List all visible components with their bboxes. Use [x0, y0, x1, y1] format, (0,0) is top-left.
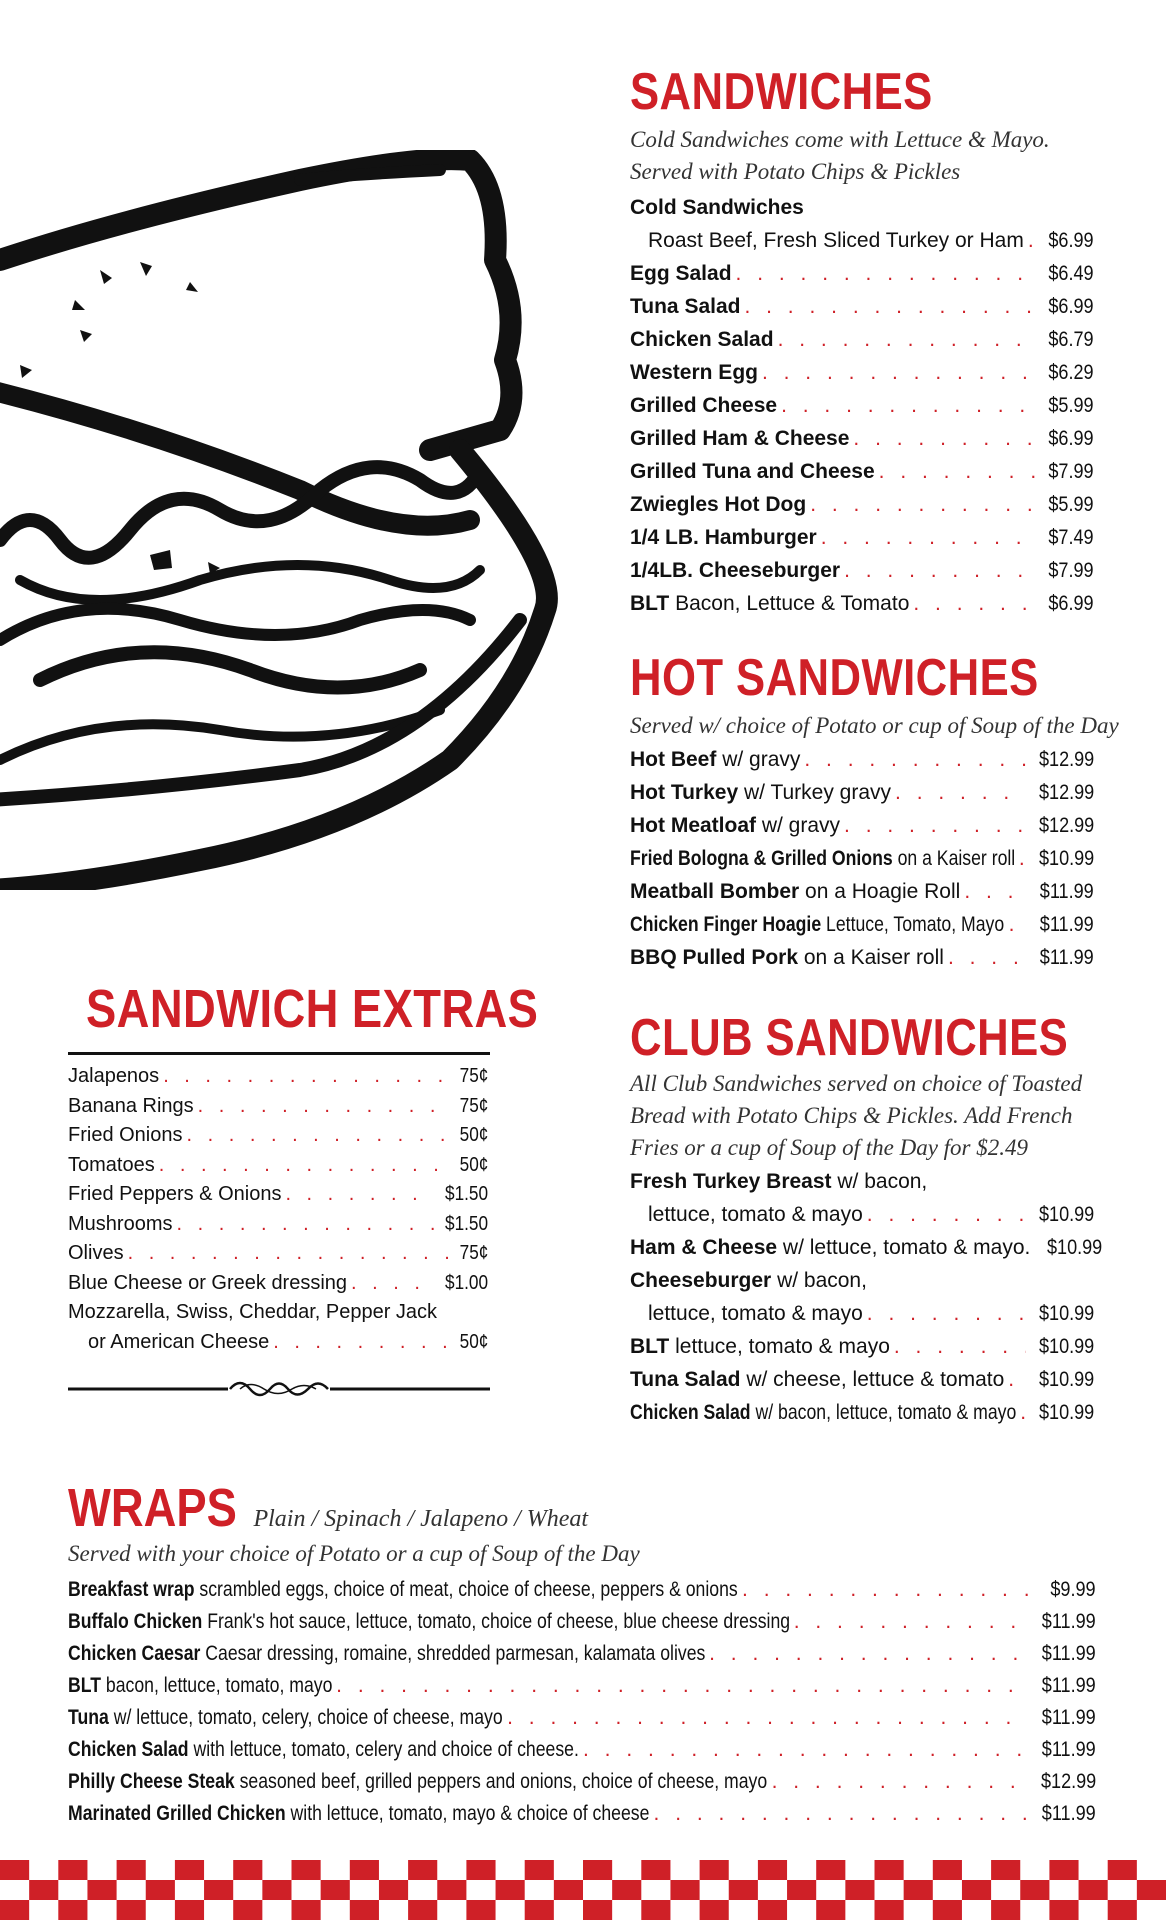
menu-item: [630, 1170, 1094, 1203]
item-desc: Caesar dressing, romaine, shredded parmesan, kalamata olives: [205, 1642, 706, 1665]
hot-sandwiches-list: [630, 748, 1094, 979]
item-price: $7.99: [1048, 559, 1094, 582]
wraps-list: [68, 1578, 1096, 1834]
item-name: 1/4 LB. Hamburger: [630, 526, 817, 549]
item-name: Fried Bologna & Grilled Onions: [630, 847, 893, 870]
item-price: $10.99: [1038, 1335, 1094, 1358]
item-desc: w/ gravy: [722, 748, 801, 771]
menu-item: [630, 847, 1094, 880]
menu-item: [630, 946, 1094, 979]
menu-item: [630, 1401, 1094, 1434]
item-desc: on a Hoagie Roll: [805, 880, 961, 903]
menu-item: [630, 262, 1094, 295]
extra-name: Olives: [68, 1242, 124, 1264]
item-name: Chicken Finger Hoagie: [630, 913, 822, 936]
item-desc: w/ bacon, lettuce, tomato & mayo: [755, 1401, 1017, 1424]
item-price: $12.99: [1038, 748, 1094, 771]
wraps-options: Plain / Spinach / Jalapeno / Wheat: [253, 1506, 589, 1532]
item-price: $6.99: [1048, 229, 1094, 252]
item-desc: lettuce, tomato & mayo: [648, 1302, 863, 1325]
extra-item: [68, 1124, 488, 1154]
item-price: $11.99: [1042, 1706, 1096, 1729]
item-price: $7.99: [1048, 460, 1094, 483]
item-name: BBQ Pulled Pork: [630, 946, 799, 969]
extra-item: [68, 1065, 488, 1095]
menu-item: [630, 913, 1094, 946]
item-price: $5.99: [1048, 394, 1094, 417]
extra-name: Mushrooms: [68, 1212, 173, 1235]
checkerboard-border: [0, 1860, 1166, 1920]
item-name: Marinated Grilled Chicken: [68, 1802, 286, 1825]
item-price: $6.79: [1048, 328, 1094, 351]
menu-item: [630, 394, 1094, 427]
item-price: $6.99: [1048, 592, 1094, 615]
wrap-item: [68, 1770, 1096, 1802]
menu-item: [630, 460, 1094, 493]
item-name: Buffalo Chicken: [68, 1610, 203, 1633]
item-name: Grilled Tuna and Cheese: [630, 460, 875, 483]
item-desc: lettuce, tomato & mayo: [675, 1335, 890, 1358]
item-price: $12.99: [1038, 814, 1094, 837]
hot-sandwiches-title: HOT SANDWICHES: [630, 649, 1039, 707]
menu-item: [630, 361, 1094, 394]
item-name: Fresh Turkey Breast: [630, 1170, 832, 1193]
item-price: $11.99: [1040, 913, 1094, 936]
item-name: Hot Turkey: [630, 781, 739, 804]
item-price: $12.99: [1038, 781, 1094, 804]
item-name: Chicken Salad: [68, 1738, 189, 1761]
item-name: Hot Beef: [630, 748, 717, 771]
wrap-item: [68, 1642, 1096, 1674]
item-name: BLT: [630, 592, 670, 615]
item-desc: w/ bacon,: [777, 1269, 867, 1292]
item-name: Cheeseburger: [630, 1269, 772, 1292]
extra-name: Blue Cheese or Greek dressing: [68, 1271, 348, 1294]
item-desc: with lettuce, tomato, mayo & choice of cheese: [290, 1802, 650, 1825]
wrap-item: [68, 1674, 1096, 1706]
wrap-item: [68, 1738, 1096, 1770]
menu-item: [630, 427, 1094, 460]
item-name: Egg Salad: [630, 262, 732, 285]
item-price: $12.99: [1040, 1770, 1096, 1793]
club-subtitle-line-2: Bread with Potato Chips & Pickles. Add French: [630, 1103, 1073, 1128]
menu-item: [630, 592, 1094, 625]
extra-name: or American Cheese: [88, 1330, 270, 1353]
sandwich-illustration: [0, 150, 580, 890]
wraps-header: [68, 1478, 588, 1538]
club-sandwiches-list: [630, 1170, 1103, 1434]
item-price: $11.99: [1040, 880, 1094, 903]
item-desc: scrambled eggs, choice of meat, choice of cheese, peppers & onions: [199, 1578, 738, 1601]
item-price: $10.99: [1038, 1203, 1094, 1226]
extra-price: $1.00: [444, 1271, 488, 1294]
item-desc: on a Kaiser roll: [897, 847, 1016, 870]
item-name: Chicken Caesar: [68, 1642, 201, 1665]
item-name: Breakfast wrap: [68, 1578, 195, 1601]
menu-item: [630, 559, 1094, 592]
extra-item-continued: [68, 1331, 488, 1361]
ornament-divider: [68, 1374, 490, 1404]
item-desc: w/ Turkey gravy: [743, 781, 892, 804]
item-price: $6.29: [1048, 361, 1094, 384]
club-sandwiches-subtitle: [630, 1068, 1082, 1164]
item-name: Tuna Salad: [630, 295, 741, 318]
extras-top-rule: [68, 1052, 490, 1055]
item-desc: on a Kaiser roll: [803, 946, 944, 969]
item-desc: w/ bacon,: [837, 1170, 928, 1193]
menu-item: [630, 526, 1094, 559]
extra-price: 75¢: [459, 1065, 488, 1087]
wraps-title: WRAPS: [68, 1478, 237, 1538]
menu-item: [630, 229, 1094, 262]
item-desc: Frank's hot sauce, lettuce, tomato, choice of cheese, blue cheese dressing: [207, 1610, 791, 1633]
item-name: Grilled Ham & Cheese: [630, 427, 850, 450]
menu-item: [630, 748, 1094, 781]
item-desc: Bacon, Lettuce & Tomato: [675, 592, 910, 615]
menu-item: [630, 1368, 1094, 1401]
item-name: BLT: [630, 1335, 670, 1358]
wrap-item: [68, 1610, 1096, 1642]
extras-title: SANDWICH EXTRAS: [86, 979, 539, 1039]
wrap-item: [68, 1578, 1096, 1610]
item-desc: bacon, lettuce, tomato, mayo: [105, 1674, 333, 1697]
item-name: Meatball Bomber: [630, 880, 800, 903]
sandwiches-title: SANDWICHES: [630, 63, 933, 121]
item-desc: Roast Beef, Fresh Sliced Turkey or Ham: [648, 229, 1024, 252]
extra-price: $1.50: [444, 1183, 488, 1205]
sandwiches-list: [630, 196, 1094, 625]
sandwiches-subtitle-line-1: Cold Sandwiches come with Lettuce & Mayo.: [630, 127, 1050, 152]
item-price: $10.99: [1047, 1236, 1103, 1259]
sandwiches-subtitle-line-2: Served with Potato Chips & Pickles: [630, 159, 961, 184]
menu-item: [630, 1269, 1094, 1302]
item-price: $10.99: [1038, 1368, 1094, 1391]
menu-item: [630, 781, 1094, 814]
hot-sandwiches-subtitle: Served w/ choice of Potato or cup of Soup of the Day: [630, 713, 1119, 738]
item-desc: w/ cheese, lettuce & tomato: [746, 1368, 1005, 1391]
item-name: Philly Cheese Steak: [68, 1770, 235, 1793]
category-label: Cold Sandwiches: [630, 196, 804, 219]
item-name: Ham & Cheese: [630, 1236, 778, 1259]
item-price: $5.99: [1048, 493, 1094, 516]
extra-price: 75¢: [459, 1242, 488, 1264]
menu-item: [630, 880, 1094, 913]
extra-name: Fried Onions: [68, 1124, 183, 1146]
item-name: Tuna: [68, 1706, 109, 1729]
club-sandwiches-title: CLUB SANDWICHES: [630, 1009, 1069, 1067]
extra-price: 75¢: [459, 1094, 488, 1117]
item-desc: with lettuce, tomato, celery and choice of cheese.: [193, 1738, 579, 1761]
item-name: Chicken Salad: [630, 328, 774, 351]
menu-item: [630, 295, 1094, 328]
menu-item: [630, 1335, 1094, 1368]
item-price: $6.49: [1048, 262, 1094, 285]
club-subtitle-line-3: Fries or a cup of Soup of the Day for $2.49: [630, 1135, 1028, 1160]
item-price: $6.99: [1048, 295, 1094, 318]
item-name: BLT: [68, 1674, 101, 1697]
item-price: $7.49: [1048, 526, 1094, 549]
extra-name: Mozzarella, Swiss, Cheddar, Pepper Jack: [68, 1301, 438, 1323]
item-name: Western Egg: [630, 361, 758, 384]
sandwiches-subtitle: [630, 124, 1050, 188]
item-desc: lettuce, tomato & mayo: [648, 1203, 863, 1226]
item-desc: Lettuce, Tomato, Mayo: [826, 913, 1005, 936]
menu-item: [630, 493, 1094, 526]
item-price: $9.99: [1050, 1578, 1096, 1601]
extra-name: Banana Rings: [68, 1094, 194, 1117]
extra-item: [68, 1301, 488, 1331]
item-desc: w/ gravy: [761, 814, 841, 837]
item-price: $11.99: [1042, 1674, 1096, 1697]
item-price: $11.99: [1042, 1802, 1096, 1825]
extra-item: [68, 1242, 488, 1272]
item-price: $11.99: [1042, 1610, 1096, 1633]
item-name: Grilled Cheese: [630, 394, 778, 417]
wrap-item: [68, 1706, 1096, 1738]
extra-item: [68, 1272, 488, 1302]
extra-name: Tomatoes: [68, 1153, 155, 1176]
item-name: Zwiegles Hot Dog: [630, 493, 807, 516]
item-price: $10.99: [1038, 1401, 1094, 1424]
item-price: $11.99: [1040, 946, 1094, 969]
club-subtitle-line-1: All Club Sandwiches served on choice of Toasted: [630, 1071, 1083, 1096]
extra-price: $1.50: [444, 1212, 488, 1235]
menu-item: [630, 814, 1094, 847]
menu-item-continued: [630, 1203, 1094, 1236]
item-name: 1/4LB. Cheeseburger: [630, 559, 841, 582]
item-price: $11.99: [1042, 1642, 1096, 1665]
item-price: $10.99: [1038, 847, 1094, 870]
menu-item: [630, 328, 1094, 361]
item-price: $10.99: [1038, 1302, 1094, 1325]
item-name: Hot Meatloaf: [630, 814, 756, 837]
item-price: $11.99: [1042, 1738, 1096, 1761]
extra-item: [68, 1095, 488, 1125]
extra-price: 50¢: [459, 1330, 488, 1353]
wrap-item: [68, 1802, 1096, 1834]
extra-item: [68, 1183, 488, 1213]
extra-price: 50¢: [459, 1153, 488, 1176]
item-name: Tuna Salad: [630, 1368, 741, 1391]
extras-list: [68, 1065, 488, 1360]
item-desc: w/ lettuce, tomato, celery, choice of cheese, mayo: [113, 1706, 503, 1729]
extra-name: Fried Peppers & Onions: [68, 1183, 282, 1205]
item-name: Chicken Salad: [630, 1401, 751, 1424]
wraps-subtitle: Served with your choice of Potato or a cup of Soup of the Day: [68, 1541, 640, 1566]
extra-item: [68, 1154, 488, 1184]
item-desc: seasoned beef, grilled peppers and onions, choice of cheese, mayo: [239, 1770, 768, 1793]
extra-item: [68, 1213, 488, 1243]
menu-item-continued: [630, 1302, 1094, 1335]
extra-price: 50¢: [459, 1124, 488, 1146]
item-desc: w/ lettuce, tomato & mayo.: [782, 1236, 1031, 1259]
item-price: $6.99: [1048, 427, 1094, 450]
menu-item: [630, 1236, 1103, 1269]
extra-name: Jalapenos: [68, 1065, 160, 1087]
